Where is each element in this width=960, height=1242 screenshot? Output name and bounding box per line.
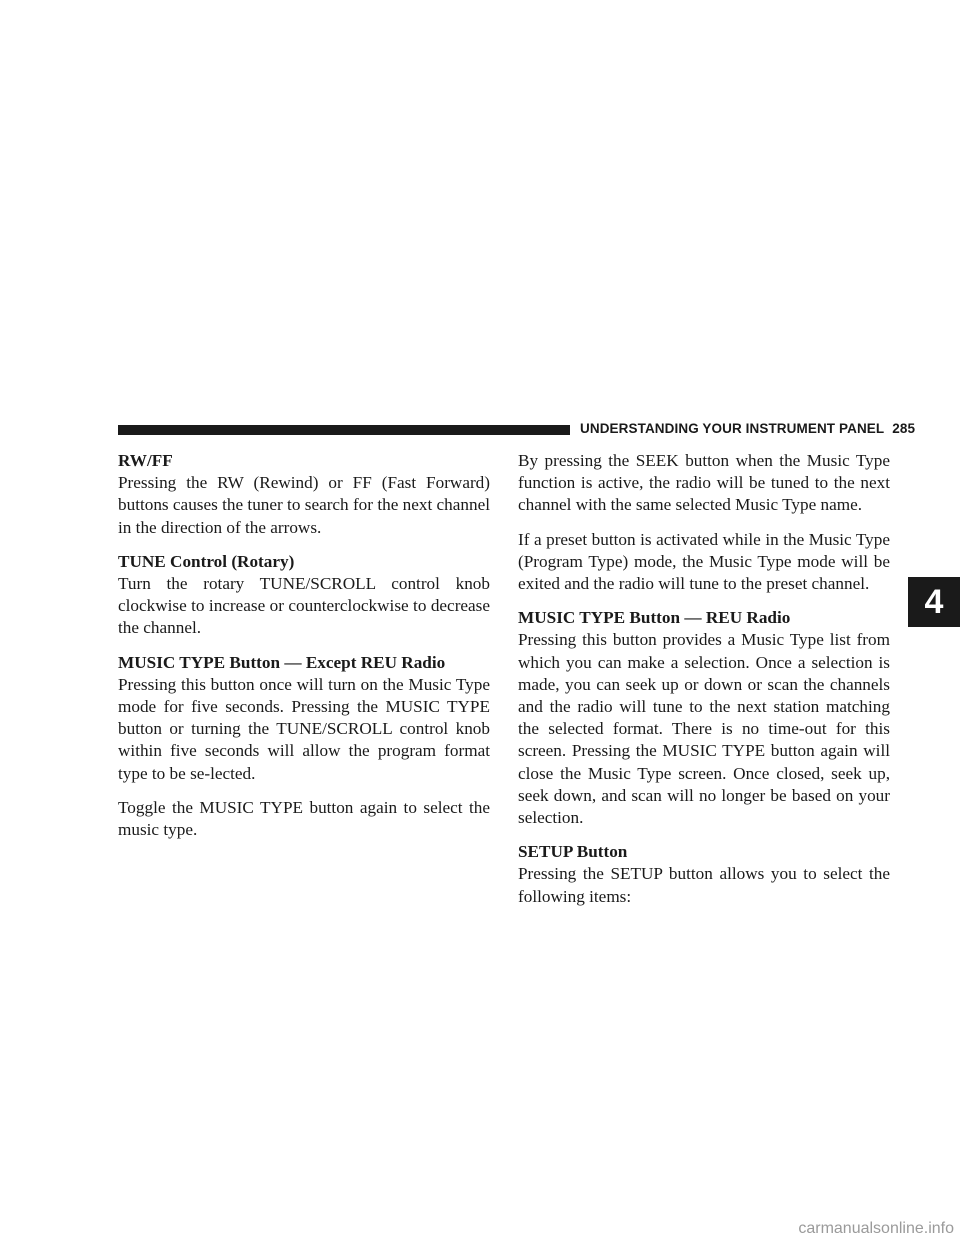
music-type-heading: MUSIC TYPE Button — Except REU Radio (118, 652, 446, 672)
music-type-body: Pressing this button once will turn on the Music Type mode for five seconds. Pressing the MUSIC TYPE button or turning the TUNE/SCROLL control knob within five seconds will allow the program format type to be se-lected. (118, 674, 490, 783)
left-column (118, 450, 490, 853)
rwff-body: Pressing the RW (Rewind) or FF (Fast Forward) buttons causes the tuner to search for the next channel in the direction of the arrows. (118, 473, 490, 537)
rwff-heading: RW/FF (118, 451, 173, 470)
header-title: UNDERSTANDING YOUR INSTRUMENT PANEL (580, 421, 885, 436)
header-rule (118, 425, 570, 435)
tune-body: Turn the rotary TUNE/SCROLL control knob clockwise to increase or counterclockwise to decrease the channel. (118, 574, 490, 638)
setup-body: Pressing the SETUP button allows you to select the following items: (518, 864, 890, 906)
music-type-reu-heading: MUSIC TYPE Button — REU Radio (518, 608, 791, 628)
running-header (580, 421, 915, 436)
seek-body: By pressing the SEEK button when the Music Type function is active, the radio will be tuned to the next channel with the same selected Music Type name. (518, 451, 890, 515)
chapter-tab: 4 (908, 577, 960, 627)
preset-body: If a preset button is activated while in the Music Type (Program Type) mode, the Music Type mode will be exited and the radio will tune to the preset channel. (518, 529, 890, 594)
setup-heading: SETUP Button (518, 842, 628, 862)
toggle-body: Toggle the MUSIC TYPE button again to select the music type. (118, 797, 490, 840)
watermark: carmanualsonline.info (798, 1220, 954, 1237)
music-type-reu-body: Pressing this button provides a Music Type list from which you can make a selection. Once a selection is made, you can seek up or down or scan the channels and the radio will tune to the next station matching the selected format. There is no time-out for this screen. Pressing the MUSIC TYPE button again will close the Music Type screen. Once closed, seek up, seek down, and scan will no longer be based on your selection. (518, 630, 890, 828)
right-column (518, 450, 890, 920)
page-number: 285 (892, 421, 916, 436)
tune-heading: TUNE Control (Rotary) (118, 551, 295, 571)
